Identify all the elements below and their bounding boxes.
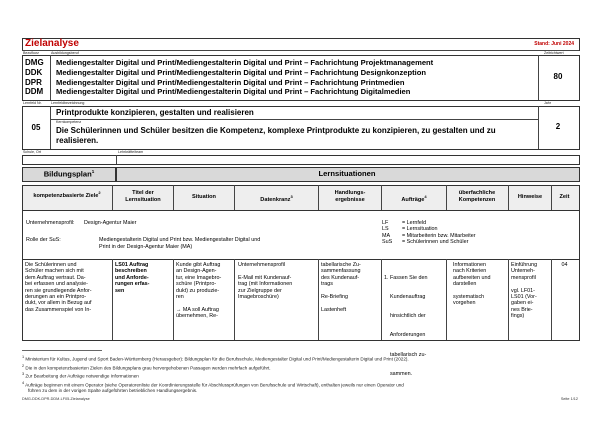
rolle-label: Rolle der SuS:	[26, 237, 61, 243]
cell-ergebnisse: tabellarische Zu- sammenfassung des Kundenauf- trags Re-Briefing Lastenheft	[321, 262, 361, 313]
legend-item: MA = Mitarbeiterin bzw. Mitarbeiter	[382, 232, 476, 239]
footnote: $^2$ Die in den kompetenzbasierten Zielen des Bildungsplans grau hervorgehobenen Passagen werden mehrfach aufgeführt.	[22, 363, 271, 371]
lernfeld-nr-label: Lernfeld Nr.	[23, 101, 42, 105]
bildungsplan-heading	[22, 169, 116, 179]
beruf-code: DMG	[25, 58, 44, 67]
col-datenkranz-label: Datenkranz	[260, 196, 291, 203]
schule-box	[22, 155, 580, 165]
cell-ziele: Die Schülerinnen und Schüler machen sich mit dem Auftrag vertraut. Da- bei erfassen und analysie- ren sie grundlegende Anfor- derungen an ein Printpro- dukt, vor allem in Bezug auf das Zusammenspiel von In-	[25, 262, 92, 313]
col-titel: Titel der Lernsituation	[125, 190, 161, 203]
stand-date: Stand: Juni 2024	[534, 41, 574, 47]
cell-kompetenzen: Informationen nach Kriterien aufbereiten und darstellen systematisch vorgehen	[453, 262, 491, 307]
legend-item: LS = Lernsituation	[382, 226, 438, 233]
schule-label: Schule, Ort	[23, 150, 41, 154]
footnote: $^3$ Zur Bearbeitung der Aufträge notwendige Informationen	[22, 372, 139, 379]
cell-situation: Kunde gibt Auftrag an Design-Agen- tur, eine Imagebro- schüre (Printpro- dukt) zu produzie- ren → MA soll Auftrag übernehmen, Re-	[176, 262, 222, 320]
footnotes	[22, 354, 582, 394]
beruf-name: Mediengestalter Digital und Print/Mediengestalterin Digital und Print – Fachrichtung Printmedien	[56, 77, 405, 87]
col-ziele-label: kompetenzbasierte Ziele	[33, 192, 99, 199]
footnote: $^1$ Ministerium für Kultus, Jugend und Sport Baden-Württemberg (Herausgeber): Bildungsplan für die Berufsschule, Mediengestalter Digital und Print/Mediengestalterin Digital und Print (2022).	[22, 355, 409, 362]
zeitrichtwert-value: 80	[553, 72, 563, 81]
info-box	[22, 209, 580, 260]
col-auftraege-label: Aufträge	[401, 196, 425, 203]
ausbildung-label: Ausbildungsberuf	[51, 51, 79, 55]
lernfeld-bez-label: Lernfeldbezeichnung	[51, 101, 85, 105]
col-datenkranz-text	[235, 194, 318, 203]
lernfeld-nr: 05	[31, 123, 41, 132]
footnote: führen zu dem in der vorigen Spalte aufgeführten betrieblichen Handlungsergebnis.	[28, 388, 198, 394]
col-zeit: Zeit	[559, 194, 570, 200]
footnote: $^4$ Aufträge beginnen mit einem Operator (siehe Operatorenliste der Koordinierungsstelle für Abschlussprüfungen von Berufsschule und Wirtschaft), enthalten jeweils nur einen Operator und	[22, 380, 404, 388]
beruf-code: DPR	[25, 77, 42, 87]
col-auftraege	[382, 194, 446, 203]
col-auftraege-sup: 4	[424, 194, 427, 199]
lernfeld-kompetenz: Die Schülerinnen und Schüler besitzen die Kompetenz, komplexe Printprodukte zu konzipieren, zu gestalten und zu realisieren.	[56, 126, 496, 145]
footer-left: DMG-DDK-DPR-DDM-LF05-Zielanalyse	[22, 397, 90, 401]
beruf-name: Mediengestalter Digital und Print/Mediengestalterin Digital und Print – Fachrichtung Designkonzeption	[56, 67, 427, 77]
beruf-code: DDM	[25, 87, 44, 97]
col-hinweise: Hinweise	[517, 194, 543, 200]
col-situation: Situation	[192, 194, 216, 200]
bildungsplan-sup: 1	[91, 169, 95, 174]
rolle-line2: Print in der Design-Agentur Maier (MA)	[99, 244, 193, 250]
col-ziele-sup: 2	[98, 190, 101, 195]
beruf-name: Mediengestalter Digital und Print/Mediengestalterin Digital und Print – Fachrichtung Projektmanagement	[56, 58, 434, 67]
beruf-names	[56, 58, 433, 97]
cell-auftraege: 1. Fassen Sie den Kundenauftrag hinsichtlich der Anforderungen tabellarisch zu- sammen.	[384, 274, 428, 377]
page-title: Zielanalyse	[25, 38, 79, 49]
col-ziele	[24, 190, 110, 199]
jahr-value: 2	[555, 122, 561, 131]
col-ergebnisse: Handlungs-ergebnisse	[334, 190, 366, 203]
legend	[382, 220, 476, 246]
jahr-label: Jahr	[544, 101, 551, 105]
lernsituationen-heading: Lernsituationen	[318, 169, 376, 178]
col-kompetenzen: überfachliche Kompetenzen	[458, 190, 496, 203]
footer-right: Seite 1/12	[560, 397, 578, 401]
unternehmensprofil-label: Unternehmensprofil:	[26, 220, 75, 226]
cell-datenkranz: Unternehmensprofil E-Mail mit Kundenauf- trag (mit Informationen zur Zielgruppe der Imagebroschüre)	[238, 262, 293, 301]
lehrkraft-label: Lehrkräfte/team	[118, 150, 144, 154]
cell-hinweise: Einführung Unterneh- mensprofil vgl. LF01- LS01 (Vor- gaben ei- nes Brie- fings)	[511, 262, 538, 320]
beruf-code: DDK	[25, 67, 43, 77]
zeitrichtwert-label: Zeitrichtwert	[544, 51, 564, 55]
kompetenz-label: Kernkompetenz	[56, 120, 82, 124]
legend-item: LF = Lernfeld	[382, 220, 427, 226]
beruf-codes	[25, 58, 44, 97]
rolle-line1: Mediengestalterin Digital und Print bzw. Mediengestalter Digital und	[99, 237, 261, 243]
unternehmensprofil-value: Design-Agentur Maier	[84, 220, 137, 226]
legend-item: SuS = Schülerinnen und Schüler	[382, 239, 469, 246]
bildungsplan-text: Bildungsplan	[43, 169, 92, 179]
beruf-name: Mediengestalter Digital und Print/Mediengestalterin Digital und Print – Fachrichtung Digitalmedien	[56, 87, 411, 97]
cell-zeit: 04	[561, 262, 568, 268]
col-datenkranz-sup: 3	[290, 194, 293, 199]
cell-titel: LS01 Auftrag beschreiben und Anforde- rungen erfas- sen	[115, 262, 150, 294]
kurz-label: Bezufkurz	[23, 51, 39, 55]
lernfeld-titel: Printprodukte konzipieren, gestalten und realisieren	[56, 108, 254, 117]
